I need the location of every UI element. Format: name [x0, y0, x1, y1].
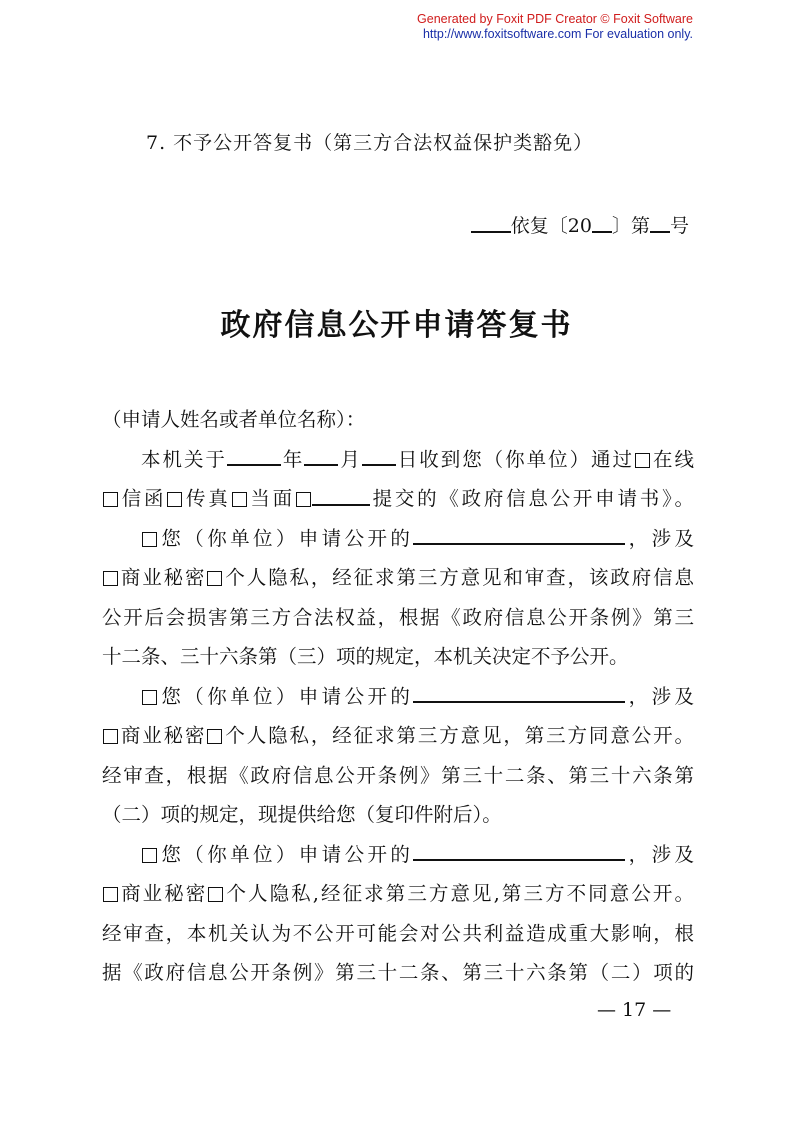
checkbox-option2-privacy[interactable]	[207, 729, 222, 744]
option3-line-1: 您（你单位）申请公开的 ，涉及	[102, 835, 694, 875]
month-blank	[304, 444, 338, 466]
other-method-blank	[312, 484, 370, 506]
doc-serial-blank	[650, 211, 670, 233]
checkbox-fax[interactable]	[167, 492, 182, 507]
watermark-line-1: Generated by Foxit PDF Creator © Foxit Software	[417, 12, 693, 26]
option1-line-3: 公开后会损害第三方合法权益，根据《政府信息公开条例》第三	[102, 605, 694, 629]
doc-number-text-1: 依复〔20	[510, 215, 592, 237]
checkbox-option3-trade-secret[interactable]	[103, 887, 118, 902]
option3-line-2: 商业秘密 个人隐私,经征求第三方意见,第三方不同意公开。	[102, 874, 694, 914]
option2-line-2: 商业秘密 个人隐私，经征求第三方意见，第三方同意公开。	[102, 716, 694, 756]
watermark	[417, 12, 693, 42]
page-number: — 17 —	[597, 999, 672, 1021]
option1-line-2: 商业秘密 个人隐私，经征求第三方意见和审查，该政府信息	[102, 558, 694, 598]
checkbox-option2-trade-secret[interactable]	[103, 729, 118, 744]
intro-line-2: 信函 传真 当面 提交的《政府信息公开申请书》。	[102, 479, 694, 519]
option1-line-1: 您（你单位）申请公开的 ，涉及	[102, 519, 694, 559]
doc-number-text-2: 〕第	[611, 215, 650, 237]
option1-info-blank	[413, 523, 625, 545]
doc-number-text-3: 号	[669, 215, 689, 237]
checkbox-option-1[interactable]	[142, 532, 157, 547]
option1-line-4: 十二条、三十六条第（三）项的规定，本机关决定不予公开。	[102, 645, 629, 668]
doc-year-blank	[592, 211, 612, 233]
option2-line-1: 您（你单位）申请公开的 ，涉及	[102, 677, 694, 717]
doc-prefix-blank	[471, 211, 511, 233]
checkbox-option-3[interactable]	[142, 848, 157, 863]
intro-line-1: 本机关于 年 月 日收到您（你单位）通过 在线	[102, 440, 694, 480]
year-blank	[227, 444, 281, 466]
document-title: 政府信息公开申请答复书	[220, 308, 573, 343]
checkbox-option1-privacy[interactable]	[207, 571, 222, 586]
option3-line-4: 据《政府信息公开条例》第三十二条、第三十六条第（二）项的	[102, 961, 694, 984]
section-heading: 7. 不予公开答复书（第三方合法权益保护类豁免）	[146, 132, 594, 154]
checkbox-in-person[interactable]	[232, 492, 247, 507]
checkbox-option-2[interactable]	[142, 690, 157, 705]
option2-line-3: 经审查，根据《政府信息公开条例》第三十二条、第三十六条第	[102, 763, 694, 787]
watermark-line-2: http://www.foxitsoftware.com For evaluation only.	[422, 27, 693, 41]
checkbox-letter[interactable]	[103, 492, 118, 507]
option2-info-blank	[413, 681, 625, 703]
document-number	[471, 211, 689, 238]
document-body	[102, 400, 694, 993]
addressee: （申请人姓名或者单位名称）：	[102, 408, 366, 431]
checkbox-option3-privacy[interactable]	[208, 887, 223, 902]
option3-info-blank	[413, 839, 625, 861]
option2-line-4: （二）项的规定，现提供给您（复印件附后）。	[102, 803, 502, 826]
day-blank	[362, 444, 396, 466]
checkbox-other[interactable]	[296, 492, 311, 507]
checkbox-online[interactable]	[635, 453, 650, 468]
checkbox-option1-trade-secret[interactable]	[103, 571, 118, 586]
option3-line-3: 经审查，本机关认为不公开可能会对公共利益造成重大影响，根	[102, 921, 694, 945]
